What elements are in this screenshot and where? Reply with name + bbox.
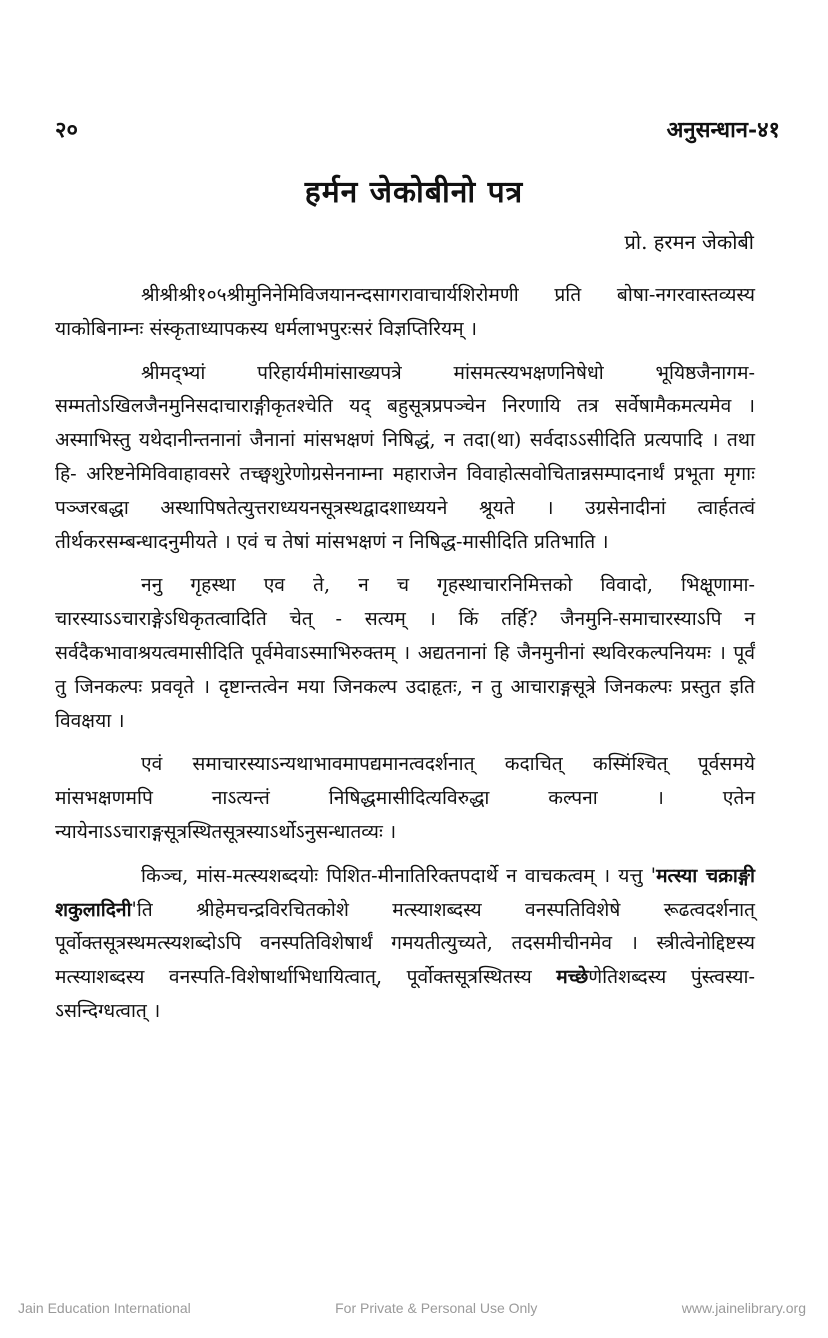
paragraph-4: एवं समाचारस्याऽन्यथाभावमापद्यमानत्वदर्शनात् कदाचित् कस्मिंश्चित् पूर्वसमये मांसभक्षणमपि नाऽत्यन्तं निषिद्धमासीदित्यविरुद्धा कल्पना । एतेन न्यायेनाऽऽचाराङ्गसूत्रस्थितसूत्रस्याऽर्थोऽनुसन्धातव्यः ।: [55, 752, 755, 843]
paragraph-5-part-2: 'ति श्रीहेमचन्द्रविरचितकोशे मत्स्याशब्दस्य वनस्पतिविशेषे रूढत्वदर्शनात् पूर्वोक्तसूत्रस्थमत्स्यशब्दोऽपि वनस्पतिविशेषार्थं गमयतीत्युच्यते, तदसमीचीनमेव । स्त्रीत्वेनोद्दिष्टस्य मत्स्याशब्दस्य वनस्पति-विशेषार्थाभिधायित्वात्, पूर्वोक्तसूत्रस्थितस्य: [55, 897, 755, 989]
bold-word: मच्छे: [556, 965, 589, 989]
paragraph-1: श्रीश्रीश्री१०५श्रीमुनिनेमिविजयानन्दसागरावाचार्यशिरोमणी प्रति बोषा-नगरवास्तव्यस्य याकोबिनाम्नः संस्कृताध्यापकस्य धर्मलाभपुरःसरं विज्ञप्तिरियम् ।: [55, 283, 755, 340]
paragraph-3: ननु गृहस्था एव ते, न च गृहस्थाचारनिमित्तको विवादो, भिक्षूणामा-चारस्याऽऽचाराङ्गेऽधिकृतत्वादिति चेत् - सत्यम् । किं तर्हि? जैनमुनि-समाचारस्याऽपि न सर्वदैकभावाश्रयत्वमासीदिति पूर्वमेवाऽस्माभिरुक्तम् । अद्यतनानां हि जैनमुनीनां स्थविरकल्पनियमः । पूर्वं तु जिनकल्पः प्रववृते । दृष्टान्तत्वेन मया जिनकल्प उदाहृतः, न तु आचाराङ्गसूत्रे जिनकल्पः प्रस्तुत इति विवक्षया ।: [55, 573, 755, 732]
article-title: हर्मन जेकोबीनो पत्र: [304, 175, 524, 210]
page-header: [55, 112, 780, 146]
footer-right: www.jainelibrary.org: [681, 1300, 806, 1316]
paragraph-5-part-1: किञ्च, मांस-मत्स्यशब्दयोः पिशित-मीनातिरिक्तपदार्थे न वाचकत्वम् । यत्तु ': [141, 863, 657, 887]
footer-left: Jain Education International: [18, 1300, 191, 1316]
footer-center: For Private & Personal Use Only: [335, 1300, 538, 1316]
paragraph-5: [55, 859, 755, 1028]
journal-issue: अनुसन्धान-४१: [666, 117, 780, 143]
author-name: प्रो. हरमन जेकोबी: [624, 230, 754, 254]
page-footer: [18, 1300, 806, 1316]
page-number: २०: [55, 117, 78, 143]
paragraph-5-part-3: णेतिशब्दस्य पुंस्त्वस्या-ऽसन्दिग्धत्वात् ।: [55, 965, 755, 1022]
quoted-phrase: मत्स्या चक्राङ्गी शकुलादिनी: [55, 863, 755, 921]
article-body: [55, 278, 755, 1038]
paragraph-2: श्रीमद्भ्यां परिहार्यमीमांसाख्यपत्रे मांसमत्स्यभक्षणनिषेधो भूयिष्ठजैनागम-सम्मतोऽखिलजैनमुनिसदाचाराङ्गीकृतश्चेति यद् बहुसूत्रप्रपञ्चेन निरणायि तत्र सर्वेषामैकमत्यमेव । अस्माभिस्तु यथेदानीन्तनानां जैनानां मांसभक्षणं निषिद्धं, न तदा(था) सर्वदाऽऽसीदिति प्रत्यपादि । तथा हि- अरिष्टनेमिविवाहावसरे तच्छ्वशुरेणोग्रसेननाम्ना महाराजेन विवाहोत्सवोचितान्नसम्पादनार्थं प्रभूता मृगाः पञ्जरबद्धा अस्थापिषतेत्युत्तराध्ययनसूत्रस्थद्वादशाध्ययने श्रूयते । उग्रसेनादीनां त्वार्हतत्वं तीर्थकरसम्बन्धादनुमीयते । एवं च तेषां मांसभक्षणं न निषिद्ध-मासीदिति प्रतिभाति ।: [55, 360, 755, 553]
